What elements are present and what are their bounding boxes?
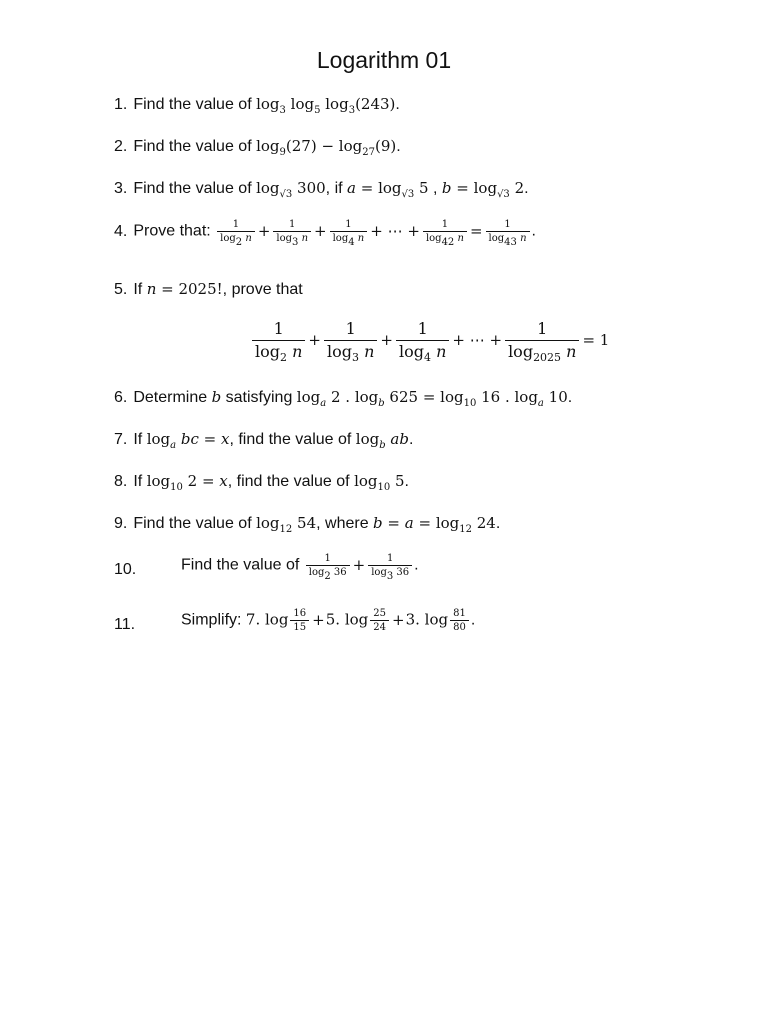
math-expression: $a = \log_{√3} 5$ <box>347 179 429 200</box>
math-expression: $\log_a 2$ . $\log_b 625 = \log_{10} 16$ . $\log_a 10$ <box>296 388 568 409</box>
fraction: $\frac{1}{\log_2 36}$ <box>306 552 350 579</box>
problem-6: 6. Determine b satisfying $\log_a 2$ . $\log_b 625 = \log_{10} 16$ . $\log_a 10$. <box>114 388 573 409</box>
problem-2: 2. Find the value of $\log_9(27) - \log_{27}(9)$. <box>114 137 401 158</box>
problem-10-number: 10. <box>114 561 137 578</box>
math-expression: $b = \log_{√3} 2$ <box>441 179 525 200</box>
problem-9: 9. Find the value of $\log_{12} 54$, where $b = a = \log_{12} 24$. <box>114 514 501 535</box>
problem-5: 5. If n = 2025!, prove that <box>114 280 303 298</box>
math-expression: $\log_{√3} 300$ <box>256 179 326 200</box>
fraction: $\frac{1}{\log_{2025} n}$ <box>505 318 579 363</box>
fraction: $\frac{81}{80}$ <box>450 607 469 634</box>
fraction: $\frac{1}{\log_{43} n}$ <box>486 218 530 245</box>
problem-1: 1. Find the value of $\log_3 \log_5 \log_3(243)$. <box>114 95 400 116</box>
fraction: $\frac{16}{15}$ <box>290 607 309 634</box>
problem-10: Find the value of $\frac{1}{\log_2 36}$ + $\frac{1}{\log_3 36}$ . <box>181 553 419 582</box>
math-expression: $\log_9(27) - \log_{27}(9)$ <box>256 137 397 158</box>
math-expression: $\log_{10} 2 = x$ <box>146 472 228 493</box>
problem-3: 3. Find the value of $\log_{√3} 300$, if $a = \log_{√3} 5$ , $b = \log_{√3} 2$. <box>114 179 529 200</box>
fraction: $\frac{1}{\log_3 n}$ <box>324 318 377 363</box>
math-expression: $\log_a$ bc = x <box>146 430 230 451</box>
math-expression: $\log_{12} 54$ <box>256 514 317 535</box>
math-expression: n = 2025! <box>146 280 223 298</box>
math-expression: $\log_b$ ab <box>355 430 409 451</box>
math-expression: $\log_3 \log_5 \log_3(243)$ <box>256 95 396 116</box>
problem-text: Find the value of <box>133 138 257 155</box>
fraction: $\frac{1}{\log_4 n}$ <box>396 318 449 363</box>
problem-text: Find the value of <box>133 96 257 113</box>
problem-11: Simplify: 7. log $\frac{16}{15}$ +5. log $\frac{25}{24}$ +3. log $\frac{81}{80}$ . <box>181 608 476 633</box>
problem-4: 4. Prove that: $\frac{1}{\log_2 n}$ + $\frac{1}{\log_3 n}$ + $\frac{1}{\log_4 n}$ + ⋯ + $\frac{1}{\log_{42} n}$ = $\frac{1}{\log_{43} n}$ . <box>114 219 536 248</box>
fraction: $\frac{1}{\log_3 36}$ <box>368 552 412 579</box>
fraction: $\frac{1}{\log_2 n}$ <box>252 318 305 363</box>
fraction: $\frac{1}{\log_{42} n}$ <box>423 218 467 245</box>
math-expression: $b = a = \log_{12} 24$ <box>373 514 496 535</box>
problem-7: 7. If $\log_a$ bc = x, find the value of $\log_b$ ab. <box>114 430 414 451</box>
problem-8: 8. If $\log_{10} 2 = x$, find the value of $\log_{10} 5$. <box>114 472 409 493</box>
display-equation: $\frac{1}{\log_2 n}$ + $\frac{1}{\log_3 n}$ + $\frac{1}{\log_4 n}$ + ⋯ + $\frac{1}{\log_{2025} n}$ = 1 <box>250 318 610 363</box>
fraction: $\frac{1}{\log_2 n}$ <box>217 218 255 245</box>
page-title: Logarithm 01 <box>316 47 452 73</box>
math-expression: $\log_{10} 5$ <box>354 472 405 493</box>
problem-text: Find the value of <box>133 180 257 197</box>
fraction: $\frac{25}{24}$ <box>370 607 389 634</box>
fraction: $\frac{1}{\log_3 n}$ <box>273 218 311 245</box>
problem-text: Prove that: <box>133 222 216 240</box>
problem-11-number: 11. <box>114 616 136 633</box>
fraction: $\frac{1}{\log_4 n}$ <box>330 218 368 245</box>
